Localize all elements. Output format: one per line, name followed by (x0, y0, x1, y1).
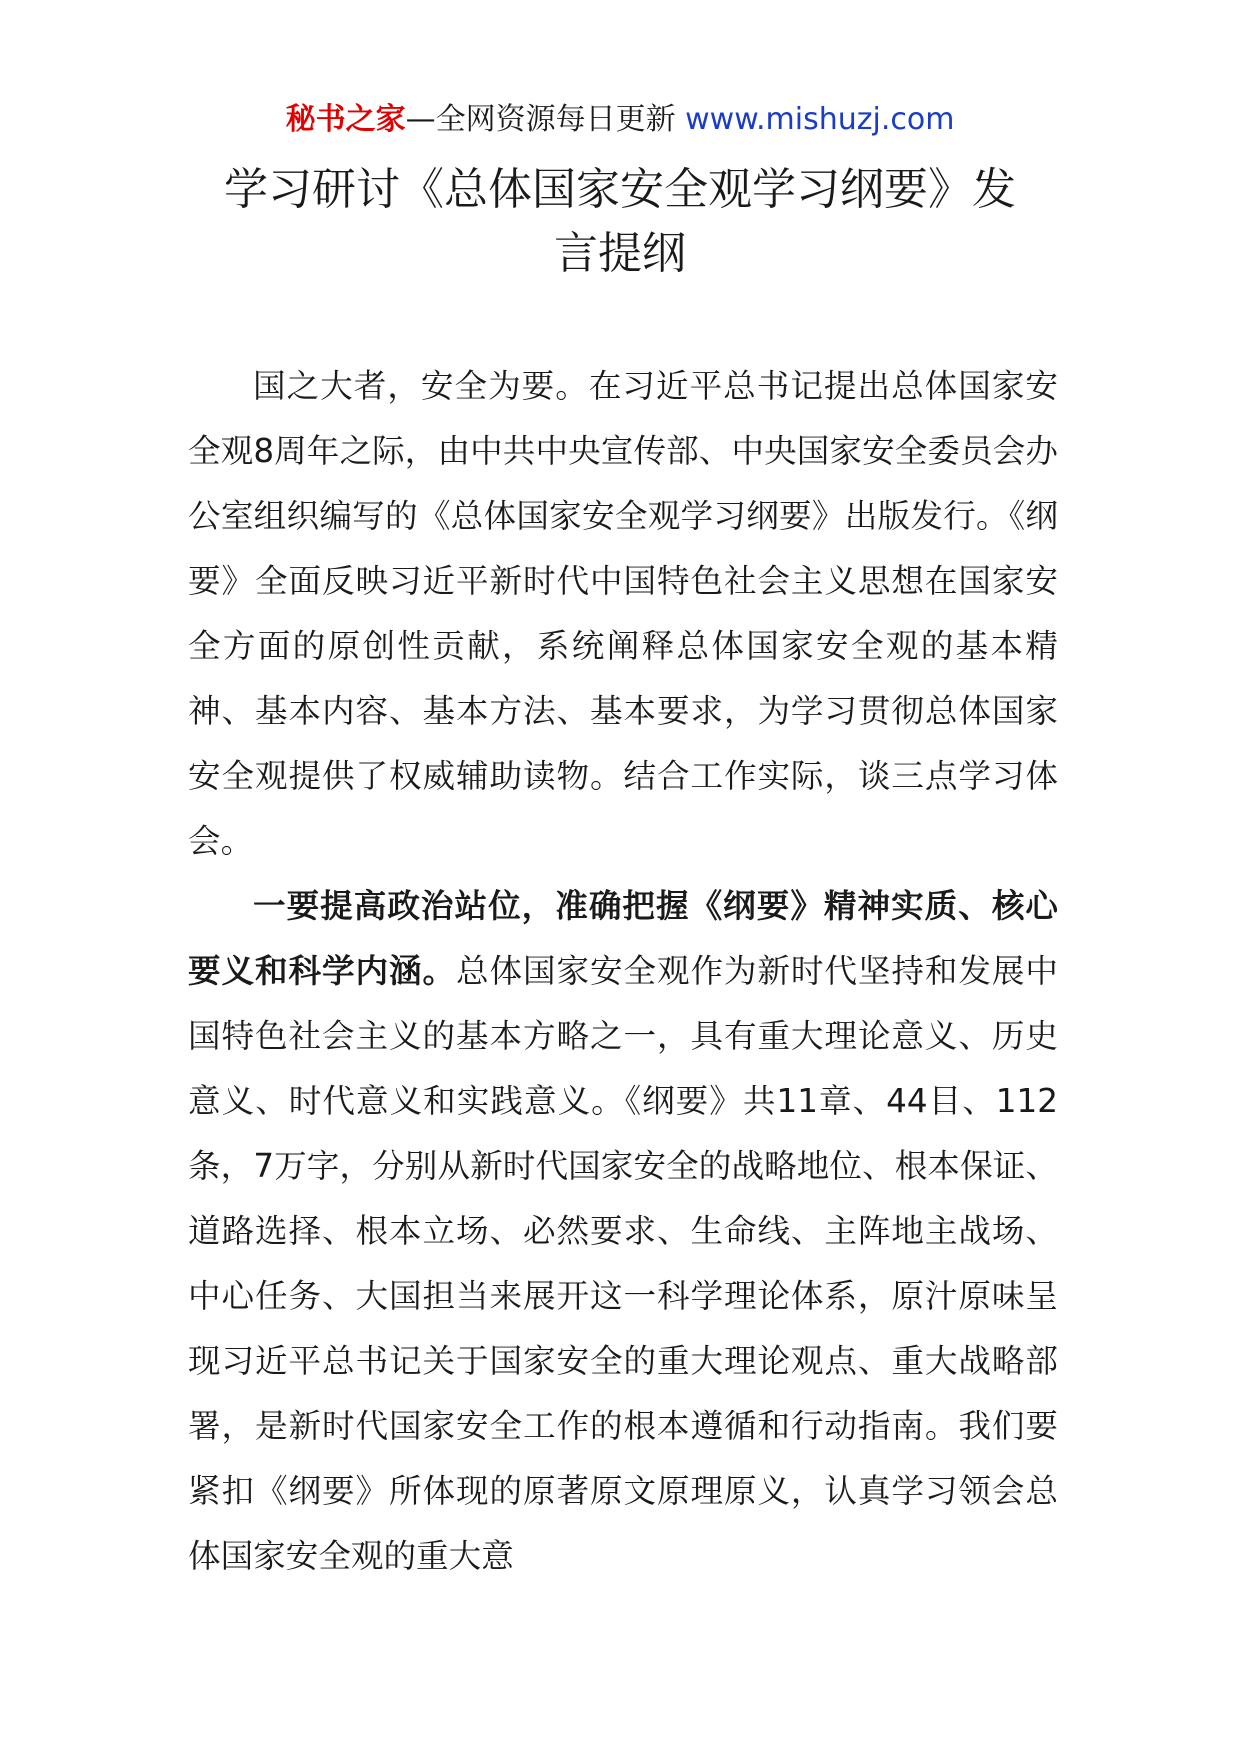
document-body (188, 354, 1058, 1589)
header-url-link[interactable]: www.mishuzj.com (685, 102, 955, 137)
header-brand: 秘书之家 (285, 102, 406, 137)
site-header (0, 100, 1240, 140)
header-tagline: —全网资源每日更新 (405, 102, 676, 137)
paragraph-lead: 一要提高政治站位，准确把握《纲要》精神实质、核心要义和科学内涵。 (188, 887, 1058, 990)
paragraph-point-one (188, 874, 1058, 1589)
document-title (170, 158, 1070, 286)
paragraph-text: 总体国家安全观作为新时代坚持和发展中国特色社会主义的基本方略之一，具有重大理论意义、历史意义、时代意义和实践意义。《纲要》共11章、44目、112条，7万字，分别从新时代国家安全的战略地位、根本保证、道路选择、根本立场、必然要求、生命线、主阵地主战场、中心任务、大国担当来展开这一科学理论体系，原汁原味呈现习近平总书记关于国家安全的重大理论观点、重大战略部署，是新时代国家安全工作的根本遵循和行动指南。我们要紧扣《纲要》所体现的原著原文原理原义，认真学习领会总体国家安全观的重大意 (188, 952, 1058, 1575)
document-title-line-2: 言提纲 (554, 228, 686, 279)
document-title-line-1: 学习研讨《总体国家安全观学习纲要》发 (224, 164, 1016, 215)
paragraph-intro (188, 354, 1058, 874)
paragraph-text: 国之大者，安全为要。在习近平总书记提出总体国家安全观8周年之际，由中共中央宣传部、中央国家安全委员会办公室组织编写的《总体国家安全观学习纲要》出版发行。《纲要》全面反映习近平新时代中国特色社会主义思想在国家安全方面的原创性贡献，系统阐释总体国家安全观的基本精神、基本内容、基本方法、基本要求，为学习贯彻总体国家安全观提供了权威辅助读物。结合工作实际，谈三点学习体会。 (188, 367, 1058, 860)
